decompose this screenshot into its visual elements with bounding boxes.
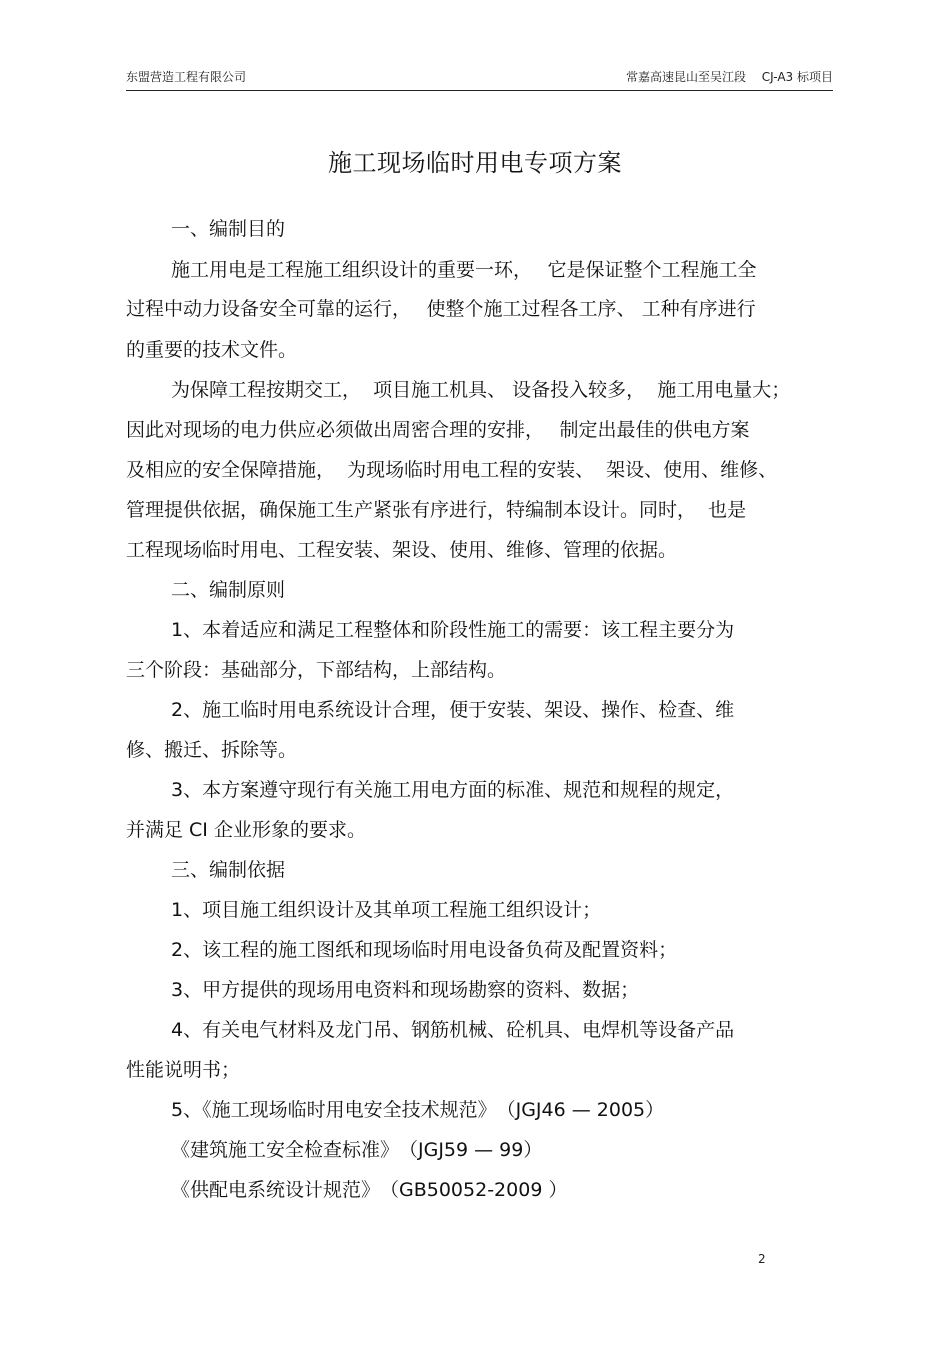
reference-item: 《建筑施工安全检查标准》 （JGJ59 — 99）	[171, 1139, 543, 1161]
paragraph-line: 为保障工程按期交工， 项目施工机具、 设备投入较多， 施工用电量大；	[171, 379, 791, 401]
section-heading: 二、编制原则	[171, 579, 286, 601]
section-heading: 一、编制目的	[171, 218, 286, 240]
document-title: 施工现场临时用电专项方案	[328, 149, 622, 177]
paragraph-line: 因此对现场的电力供应必须做出周密合理的安排， 制定出最佳的供电方案	[126, 419, 750, 441]
paragraph-line: 管理提供依据，确保施工生产紧张有序进行，特编制本设计。同时， 也是	[126, 499, 747, 521]
list-item: 5、《施工现场临时用电安全技术规范》 （JGJ46 — 2005）	[171, 1099, 665, 1121]
list-item: 3、本方案遵守现行有关施工用电方面的标准、规范和规程的规定，	[171, 779, 735, 801]
reference-item: 《供配电系统设计规范》 （GB50052-2009 ）	[171, 1179, 568, 1201]
list-item: 1、本着适应和满足工程整体和阶段性施工的需要：该工程主要分为	[171, 619, 735, 641]
header-company: 东盟营造工程有限公司	[126, 70, 247, 84]
page-number: 2	[758, 1252, 766, 1266]
section-heading: 三、编制依据	[171, 859, 286, 881]
list-item-continuation: 并满足 CI 企业形象的要求。	[126, 819, 366, 841]
list-item: 3、甲方提供的现场用电资料和现场勘察的资料、数据；	[171, 979, 640, 1001]
list-item-continuation: 性能说明书；	[126, 1059, 241, 1081]
paragraph-line: 施工用电是工程施工组织设计的重要一环， 它是保证整个工程施工全	[171, 259, 757, 281]
paragraph-line: 过程中动力设备安全可靠的运行， 使整个施工过程各工序、 工种有序进行	[126, 298, 756, 320]
list-item-continuation: 三个阶段：基础部分，下部结构，上部结构。	[126, 659, 507, 681]
list-item: 2、该工程的施工图纸和现场临时用电设备负荷及配置资料；	[171, 939, 678, 961]
paragraph-line: 及相应的安全保障措施， 为现场临时用电工程的安装、 架设、使用、维修、	[126, 459, 778, 481]
list-item-continuation: 修、搬迁、拆除等。	[126, 739, 298, 761]
paragraph-line: 的重要的技术文件。	[126, 339, 298, 361]
header-project: 常嘉高速昆山至吴江段 CJ-A3 标项目	[625, 70, 833, 84]
list-item: 2、施工临时用电系统设计合理，便于安装、架设、操作、检查、维	[171, 699, 735, 721]
paragraph-line: 工程现场临时用电、工程安装、架设、使用、维修、管理的依据。	[126, 539, 678, 561]
list-item: 1、项目施工组织设计及其单项工程施工组织设计；	[171, 899, 602, 921]
list-item: 4、有关电气材料及龙门吊、钢筋机械、砼机具、电焊机等设备产品	[171, 1019, 735, 1041]
page-header	[126, 64, 833, 91]
